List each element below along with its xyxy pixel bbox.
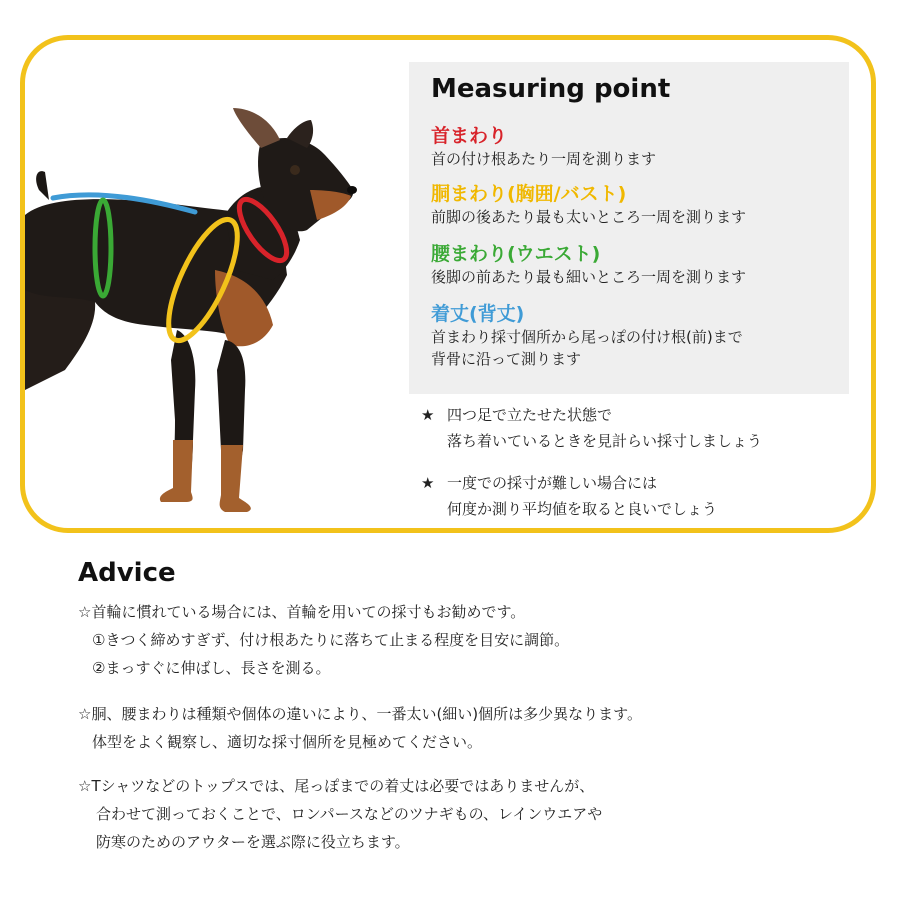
measuring-point-panel bbox=[409, 62, 849, 394]
measure-item-neck bbox=[431, 124, 841, 170]
advice-collar-line-2: ①きつく締めすぎず、付け根あたりに落ちて止まる程度を目安に調節。 bbox=[92, 631, 570, 649]
advice-tops-line-1: ☆Tシャツなどのトップスでは、尾っぽまでの着丈は必要ではありませんが、 bbox=[78, 777, 595, 795]
advice-body-line-1: ☆胴、腰まわりは種類や個体の違いにより、一番太い(細い)個所は多少異なります。 bbox=[78, 705, 642, 723]
measure-label-neck: 首まわり bbox=[431, 125, 508, 147]
measure-desc-neck: 首の付け根あたり一周を測ります bbox=[431, 150, 657, 168]
tip-standing-line-1: 四つ足で立たせた状態で bbox=[447, 406, 613, 424]
tip-standing bbox=[421, 402, 851, 454]
advice-collar-line-1: ☆首輪に慣れている場合には、首輪を用いての採寸もお勧めです。 bbox=[78, 603, 526, 621]
measuring-point-title: Measuring point bbox=[431, 74, 671, 104]
star-icon: ★ bbox=[421, 406, 435, 424]
measure-desc-length-2: 背骨に沿って測ります bbox=[431, 350, 582, 368]
dog-illustration bbox=[25, 40, 425, 533]
advice-tops-line-2: 合わせて測っておくことで、ロンパースなどのツナギもの、レインウエアや bbox=[96, 805, 603, 823]
advice-paragraph-collar bbox=[78, 598, 878, 682]
measure-label-waist: 腰まわり(ウエスト) bbox=[431, 243, 601, 265]
advice-body-line-2: 体型をよく観察し、適切な採寸個所を見極めてください。 bbox=[92, 733, 483, 751]
advice-paragraph-tops bbox=[78, 772, 878, 856]
tip-average-line-2: 何度か測り平均値を取ると良いでしょう bbox=[447, 500, 718, 518]
measure-desc-chest: 前脚の後あたり最も太いところ一周を測ります bbox=[431, 208, 747, 226]
measure-item-length bbox=[431, 302, 841, 370]
measure-label-length: 着丈(背丈) bbox=[431, 303, 525, 325]
advice-collar-line-3: ②まっすぐに伸ばし、長さを測る。 bbox=[92, 659, 331, 677]
measure-item-waist bbox=[431, 242, 841, 288]
advice-paragraph-body bbox=[78, 700, 878, 756]
measure-item-chest bbox=[431, 182, 841, 228]
tip-average bbox=[421, 470, 851, 522]
star-icon: ★ bbox=[421, 474, 435, 492]
measuring-frame bbox=[20, 35, 876, 533]
measure-desc-length-1: 首まわり採寸個所から尾っぽの付け根(前)まで bbox=[431, 328, 743, 346]
tip-standing-line-2: 落ち着いているときを見計らい採寸しましょう bbox=[447, 432, 763, 450]
tip-average-line-1: 一度での採寸が難しい場合には bbox=[447, 474, 658, 492]
measure-desc-waist: 後脚の前あたり最も細いところ一周を測ります bbox=[431, 268, 747, 286]
advice-tops-line-3: 防寒のためのアウターを選ぶ際に役立ちます。 bbox=[96, 833, 410, 851]
measure-label-chest: 胴まわり(胸囲/バスト) bbox=[431, 183, 627, 205]
advice-title: Advice bbox=[78, 558, 176, 588]
